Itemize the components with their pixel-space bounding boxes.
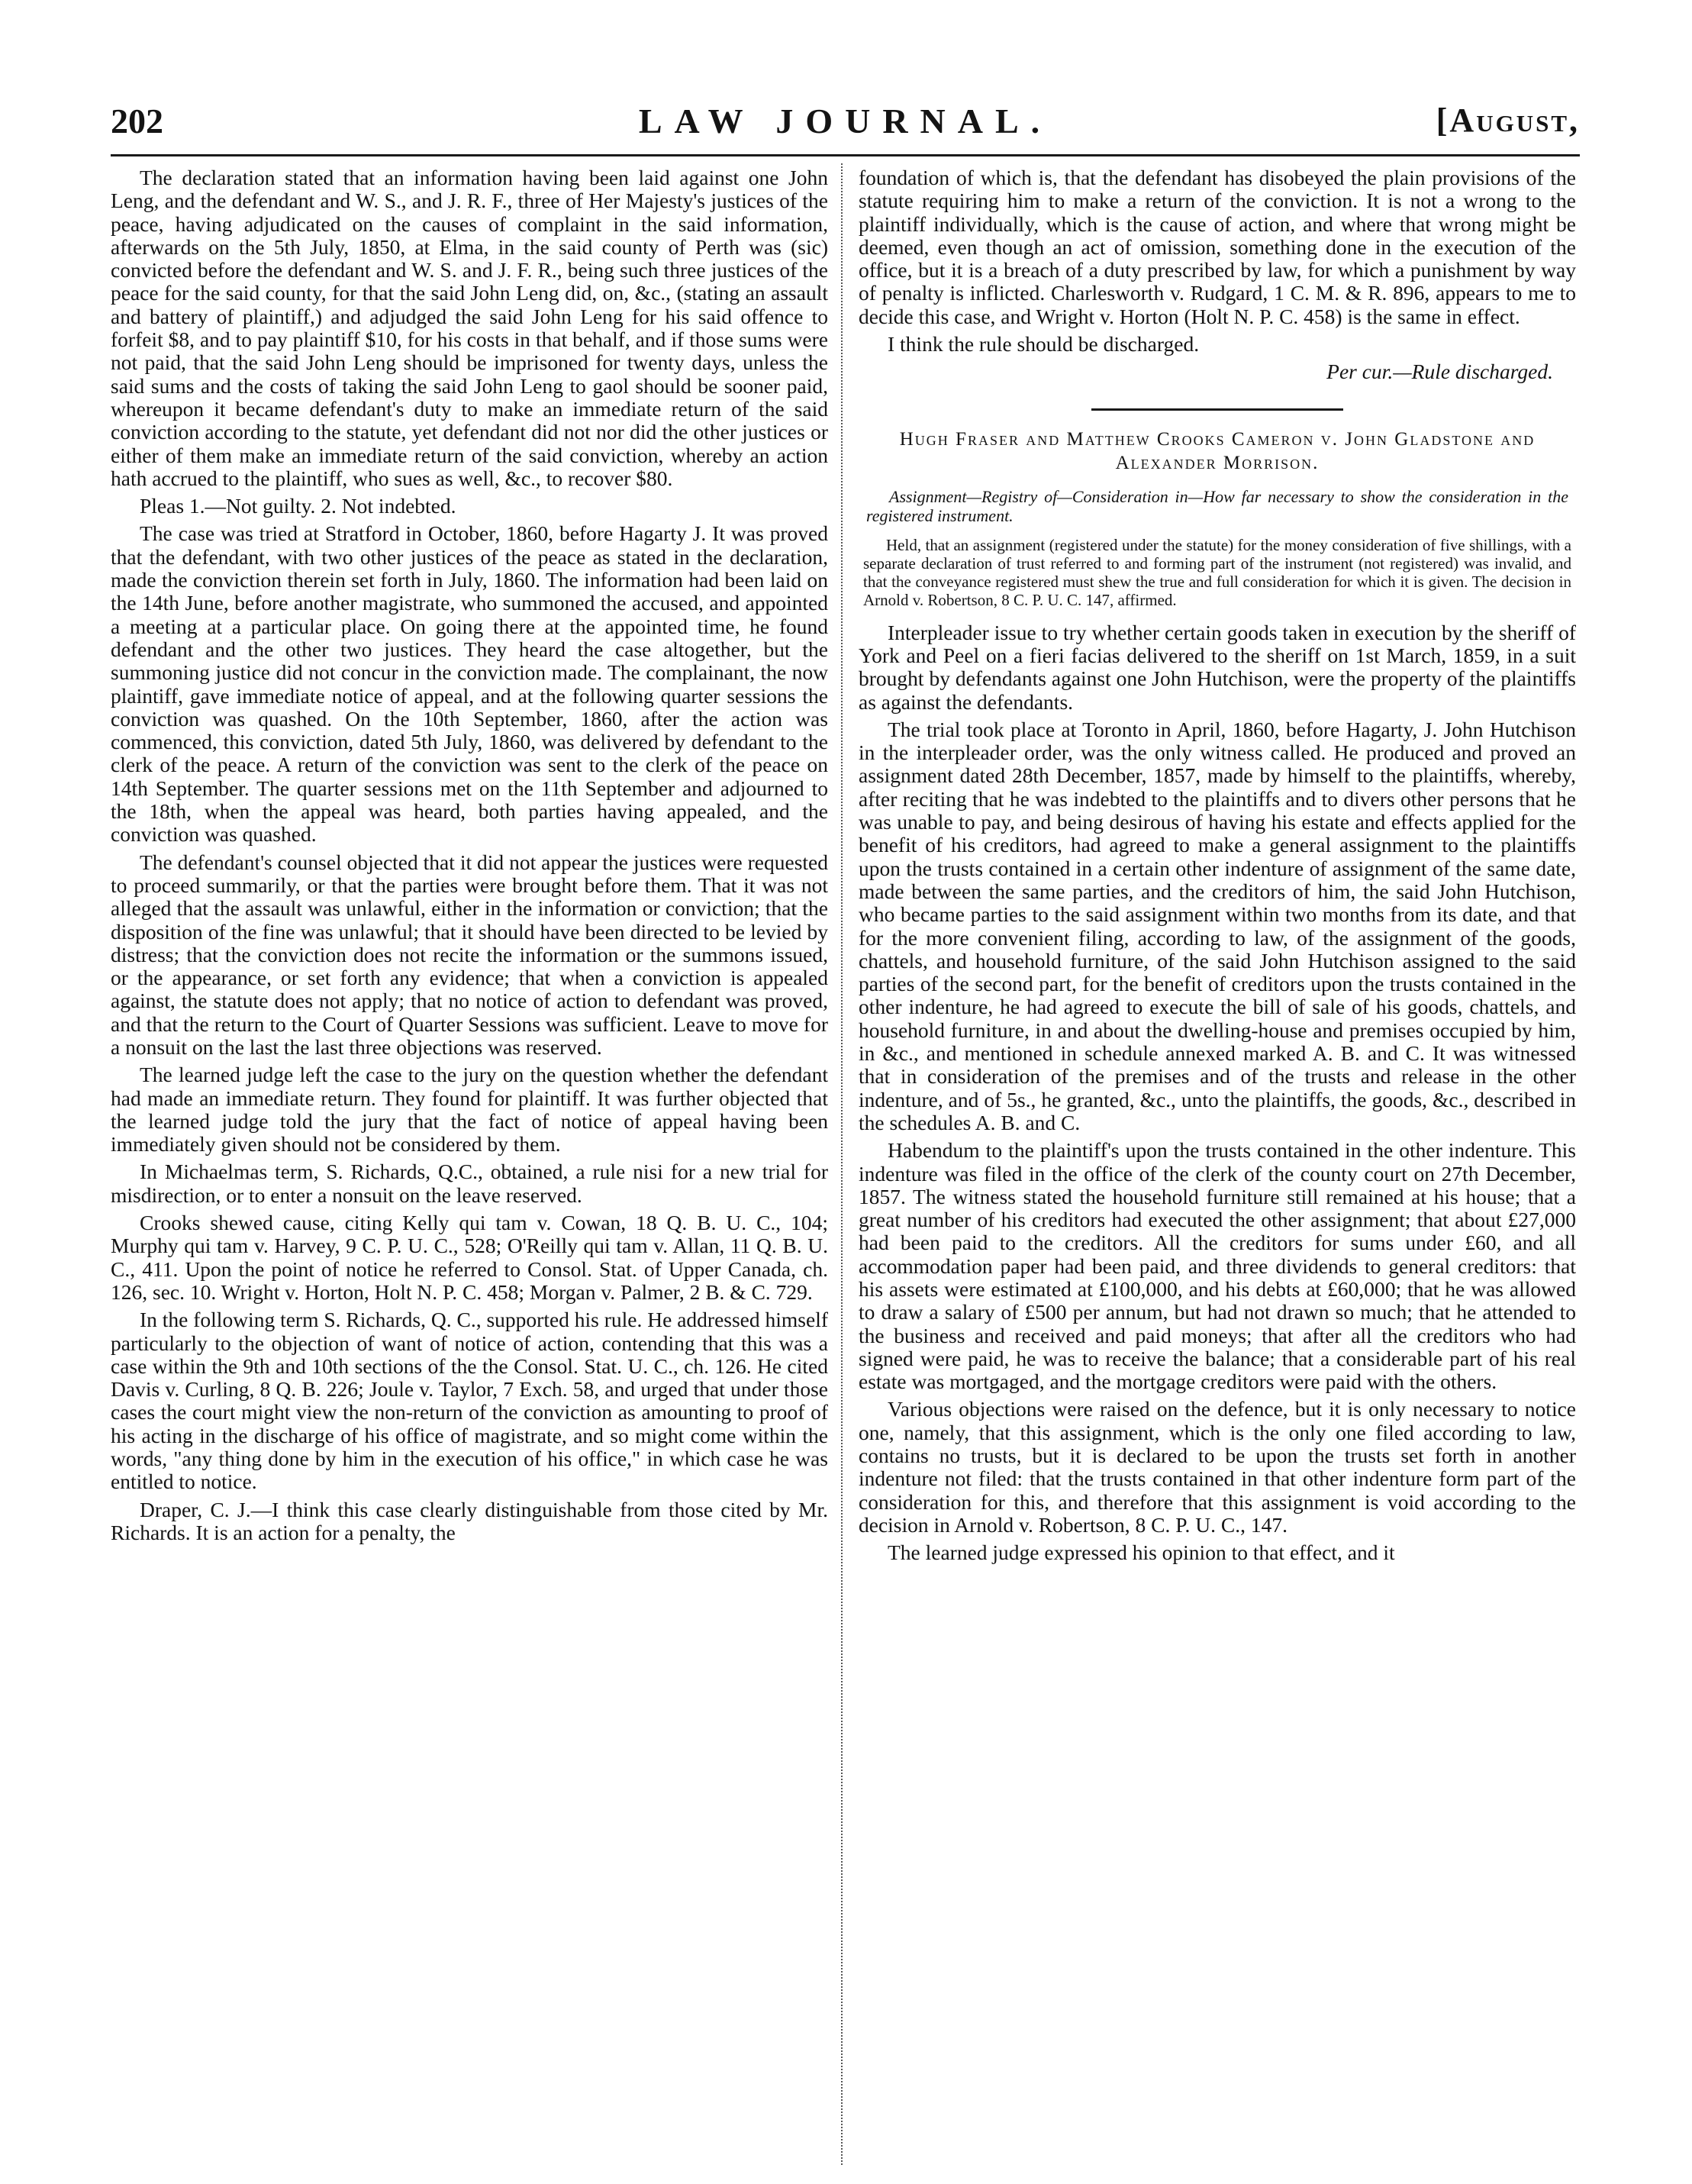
paragraph-various-objections: Various objections were raised on the defence, but it is only necessary to notice one, namely, that this assignment, which is the only one filed according to law, contains no trusts, but it is declared to be upon the trusts set forth in another indenture not filed: that the trusts contained in that other indenture form part of the consideration for this, and therefore that this assignment is void according to the decision in Arnold v. Robertson, 8 C. P. U. C., 147. [859,1397,1576,1537]
running-head-date: [August, [1436,102,1580,139]
case-headnote: Assignment—Registry of—Consideration in—How far necessary to show the consideration in the registered instrument. [866,486,1568,525]
paragraph-richards-rule: In the following term S. Richards, Q. C., supported his rule. He addressed himself particularly to the objection of want of notice of action, contending that this was a case within the 9th and 10th sections of the the Consol. Stat. U. C., ch. 126. He cited Davis v. Curling, 8 Q. B. 226; Joule v. Taylor, 7 Exch. 58, and urged that under those cases the court might view the non-return of the conviction as amounting to proof of his acting in the discharge of his office of magistrate, and so might come within the words, "any thing done by him in the execution of his office," in which case he was entitled to notice. [111,1308,828,1494]
left-column [111,166,828,2166]
paragraph-draper-judgment: Draper, C. J.—I think this case clearly distinguishable from those cited by Mr. Richards. It is an action for a penalty, the [111,1497,828,1544]
page-number: 202 [111,102,163,140]
paragraph-declaration: The declaration stated that an information having been laid against one John Leng, and the defendant and W. S., and J. R. F., three of Her Majesty's justices of the peace, having adjudicated on the causes of complaint in the said information, afterwards on the 5th July, 1850, at Elma, in the said county of Perth was (sic) convicted before the defendant and W. S. and J. F. R., being such three justices of the peace for the said county, for that the said John Leng did, on, &c., (stating an assault and battery of plaintiff,) and adjudged the said John Leng for his said offence to forfeit $8, and to pay plaintiff $10, for his costs in that behalf, and if those sums were not paid, that the said John Leng should be imprisoned for twenty days, unless the said sums and the costs of taking the said John Leng to gaol should be sooner paid, whereupon it became defendant's duty to make an immediate return of the said conviction according to the statute, yet defendant did not nor did the other justices or either of them make an immediate return of the said conviction, whereby an action hath accrued to the plaintiff, who sues as well, &c., to recover $80. [111,166,828,490]
case-held: Held, that an assignment (registered under the statute) for the money consideration of five shillings, with a separate declaration of trust referred to and forming part of the instrument (not registered) was invalid, and that the conveyance registered must shew the true and full consideration for which it is given. The decision in Arnold v. Robertson, 8 C. P. U. C. 147, affirmed. [863,535,1571,609]
paragraph-objections: The defendant's counsel objected that it did not appear the justices were requested to proceed summarily, or that the parties were brought before them. That it was not alleged that the assault was unlawful, either in the information or conviction; that the disposition of the fine was unlawful; that it should have been directed to be levied by distress; that the conviction does not recite the information or the summons issued, or the appearance, or set forth any evidence; that when a conviction is appealed against, the statute does not apply; that no notice of action to defendant was proved, and that the return to the Court of Quarter Sessions was sufficient. Leave to move for a nonsuit on the last the last three objections was reserved. [111,850,828,1059]
paragraph-jury: The learned judge left the case to the jury on the question whether the defendant had made an immediate return. They found for plaintiff. It was further objected that the learned judge told the jury that the fact of notice of appeal having been immediately given should not be considered by them. [111,1063,828,1157]
right-column [859,166,1576,2166]
paragraph-trial: The case was tried at Stratford in October, 1860, before Hagarty J. It was proved that the defendant, with two other justices of the peace as stated in the declaration, made the conviction therein set forth in July, 1860. The information had been laid on the 14th June, before another magistrate, who summoned the accused, and appointed a meeting at a particular place. On going there at the appointed time, he found defendant and the other two justices. They heard the case altogether, but the summoning justice did not concur in the conviction made. The complainant, the now plaintiff, gave immediate notice of appeal, and at the following quarter sessions the conviction was quashed. On the 10th September, 1860, after the action was commenced, this conviction, dated 5th July, 1860, was delivered by defendant to the clerk of the peace. A return of the conviction was sent to the clerk of the peace on 14th September. The quarter sessions met on the 11th September and adjourned to the 18th, when the appeal was heard, both parties having appealed, and the conviction was quashed. [111,521,828,847]
per-curiam-line: Per cur.—Rule discharged. [1326,360,1553,384]
journal-title: LAW JOURNAL. [638,102,1052,140]
paragraph-trial-toronto: The trial took place at Toronto in April, 1860, before Hagarty, J. John Hutchison in the interpleader order, was the only witness called. He produced and proved an assignment dated 28th December, 1857, made by himself to the plaintiffs, whereby, after reciting that he was indebted to the plaintiffs and to divers other persons that he was unable to pay, and being desirous of having his estate and effects applied for the benefit of his creditors, had agreed to make a general assignment to the plaintiffs upon the trusts contained in a certain other indenture of assignment of the same date, made between the same parties, and the creditors of him, the said John Hutchison, who became parties to the said assignment within two months from its date, and that for the more convenient filing, according to law, of the assignment of the goods, chattels, and household furniture, of the said John Hutchison assigned to the said parties of the second part, for the benefit of creditors upon the trusts contained in the other indenture, he had agreed to execute the bill of sale of his goods, chattels, and household furniture, in and about the dwelling-house and premises occupied by him, in &c., and mentioned in schedule annexed marked A. B. and C. It was witnessed that in consideration of the premises and of the trusts and release in the other indenture, and of 5s., he granted, &c., unto the plaintiffs, the goods, &c., described in the schedules A. B. and C. [859,717,1576,1134]
paragraph-rule-nisi: In Michaelmas term, S. Richards, Q.C., obtained, a rule nisi for a new trial for misdirection, or to enter a nonsuit on the leave reserved. [111,1160,828,1207]
paragraph-crooks-cause: Crooks shewed cause, citing Kelly qui tam v. Cowan, 18 Q. B. U. C., 104; Murphy qui tam v. Harvey, 9 C. P. U. C., 528; O'Reilly qui tam v. Allan, 11 Q. B. U. C., 411. Upon the point of notice he referred to Consol. Stat. of Upper Canada, ch. 126, sec. 10. Wright v. Horton, Holt N. P. C. 458; Morgan v. Palmer, 2 B. & C. 729. [111,1211,828,1304]
paragraph-habendum: Habendum to the plaintiff's upon the trusts contained in the other indenture. This indenture was filed in the office of the clerk of the county court on 27th December, 1857. The witness stated the household furniture still remained at his house; that a great number of his creditors had executed the other assignment; that about £27,000 had been paid to the creditors. All the creditors for sums under £60, and all accommodation paper had been paid, and three dividends to general creditors: that his assets were estimated at £100,000, and his debts at £60,000; that he was allowed to draw a salary of £500 per annum, but had not drawn so much; that he attended to the business and received and paid moneys; that after all the creditors who had signed were paid, he was to receive the balance; that a considerable part of his real estate was mortgaged, and the mortgage creditors were paid with the others. [859,1138,1576,1394]
column-divider [841,163,843,2165]
running-head [111,101,1580,150]
paragraph-rule-discharged-opinion: I think the rule should be discharged. [888,332,1200,356]
paragraph-learned-judge: The learned judge expressed his opinion to that effect, and it [888,1540,1395,1565]
paragraph-interpleader: Interpleader issue to try whether certain goods taken in execution by the sheriff of York and Peel on a fieri facias delivered to the sheriff on 1st March, 1859, in a suit brought by defendants against one John Hutchison, were the property of the plaintiffs as against the defendants. [859,620,1576,714]
paragraph-judgment-continued: foundation of which is, that the defendant has disobeyed the plain provisions of the statute requiring him to make a return of the conviction. It is not a wrong to the plaintiff individually, which is the cause of action, and where that wrong might be deemed, even though an act of omission, something done in the execution of the office, but it is a breach of a duty prescribed by law, for which a punishment by way of penalty is inflicted. Charlesworth v. Rudgard, 1 C. M. & R. 896, appears to me to decide this case, and Wright v. Horton (Holt N. P. C. 458) is the same in effect. [859,166,1576,328]
paragraph-pleas: Pleas 1.—Not guilty. 2. Not indebted. [140,494,456,518]
header-rule [111,154,1580,156]
case-separator-rule [1091,408,1343,411]
case-title: Hugh Fraser and Matthew Crooks Cameron v. John Gladstone and Alexander Morrison. [899,428,1536,473]
